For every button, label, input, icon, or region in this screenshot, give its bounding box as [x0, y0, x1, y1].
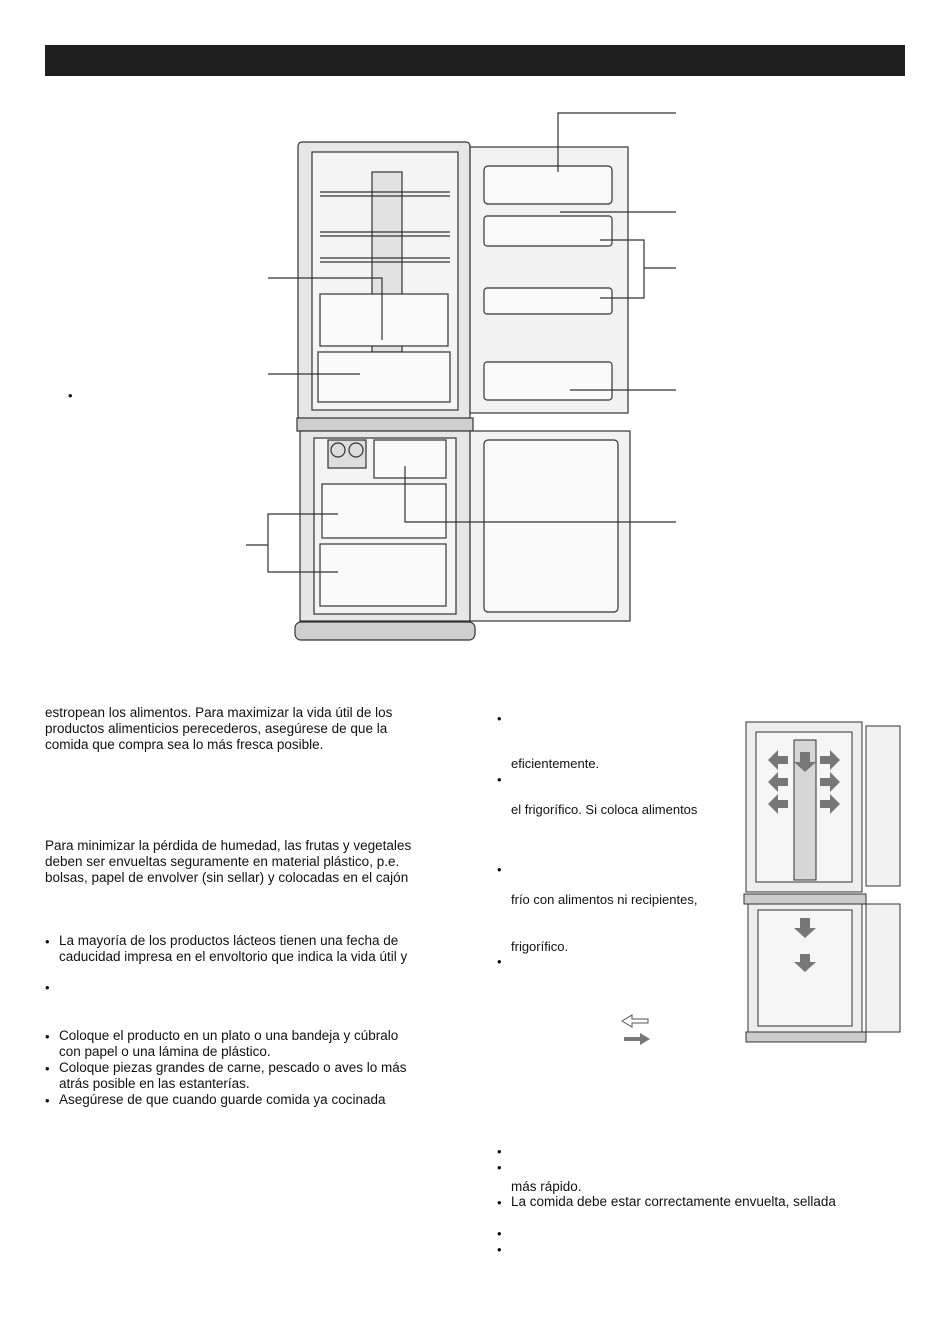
- left-paragraph-line: productos alimenticios perecederos, asegúrese de que la: [45, 721, 388, 736]
- bullet: •: [497, 1195, 502, 1210]
- right-paragraph-line: eficientemente.: [511, 756, 600, 771]
- left-list-line: Coloque piezas grandes de carne, pescado o aves lo más: [59, 1060, 407, 1075]
- right-paragraph-line: frigorífico.: [511, 939, 569, 954]
- bullet: •: [45, 1093, 50, 1108]
- left-paragraph-line: Para minimizar la pérdida de humedad, las frutas y vegetales: [45, 838, 412, 853]
- bullet: •: [497, 1160, 502, 1175]
- left-list-line: La mayoría de los productos lácteos tienen una fecha de: [59, 933, 399, 948]
- left-list-line: Asegúrese de que cuando guarde comida ya cocinada: [59, 1092, 386, 1107]
- bullet: •: [497, 772, 502, 787]
- left-paragraph-line: deben ser envueltas seguramente en material plástico, p.e.: [45, 854, 400, 869]
- left-list-line: atrás posible en las estanterías.: [59, 1076, 250, 1091]
- bullet: •: [497, 862, 502, 877]
- airflow-legend: [620, 1012, 660, 1048]
- bullet: •: [497, 1242, 502, 1257]
- bullet: •: [497, 954, 502, 969]
- left-list-line: caducidad impresa en el envoltorio que indica la vida útil y: [59, 949, 408, 964]
- left-paragraph-line: bolsas, papel de envolver (sin sellar) y colocadas en el cajón: [45, 870, 409, 885]
- left-list-line: con papel o una lámina de plástico.: [59, 1044, 271, 1059]
- bullet: •: [497, 711, 502, 726]
- bullet: •: [45, 980, 50, 995]
- svg-text:•: •: [68, 388, 73, 403]
- bullet: •: [497, 1144, 502, 1159]
- right-list-line: más rápido.: [511, 1179, 582, 1194]
- right-paragraph-line: frío con alimentos ni recipientes,: [511, 892, 698, 907]
- left-list-line: Coloque el producto en un plato o una bandeja y cúbralo: [59, 1028, 399, 1043]
- right-list-line: La comida debe estar correctamente envuelta, sellada: [511, 1194, 836, 1209]
- right-paragraph-line: el frigorífico. Si coloca alimentos: [511, 802, 698, 817]
- bullet: •: [45, 1029, 50, 1044]
- airflow-diagram: [742, 718, 902, 1048]
- left-paragraph-line: estropean los alimentos. Para maximizar la vida útil de los: [45, 705, 393, 720]
- bullet: •: [45, 934, 50, 949]
- bullet: •: [45, 1061, 50, 1076]
- bullet: •: [497, 1226, 502, 1241]
- left-paragraph-line: comida que compra sea lo más fresca posible.: [45, 737, 324, 752]
